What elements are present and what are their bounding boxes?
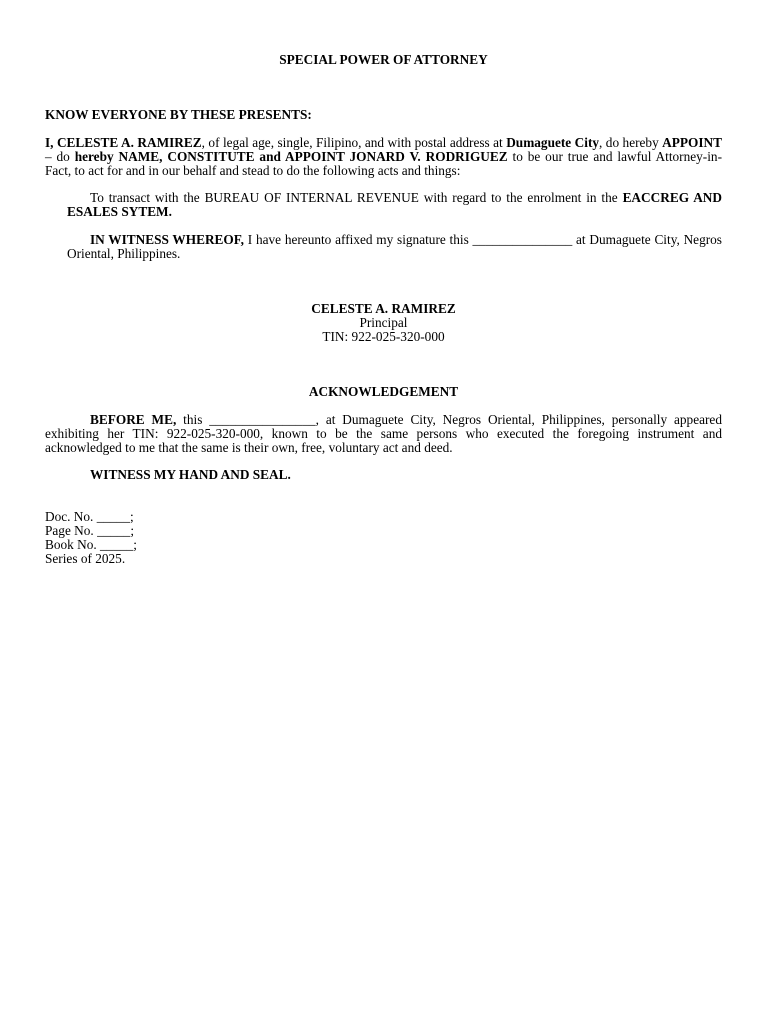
acknowledgement-heading: ACKNOWLEDGEMENT bbox=[308, 384, 459, 399]
signatory-name: CELESTE A. RAMIREZ bbox=[311, 301, 456, 316]
purpose-paragraph: To transact with the BUREAU OF INTERNAL REVENUE with regard to the enrolment in the EACCREG AND ESALES SYTEM. bbox=[67, 190, 723, 219]
doc-number: Doc. No. _____; bbox=[45, 509, 134, 524]
appointment-paragraph: I, CELESTE A. RAMIREZ, of legal age, single, Filipino, and with postal address at Dumaguete City, do hereby APPOINT – do hereby NAME, CONSTITUTE and APPOINT JONARD V. RODRIGUEZ to be our true and lawful Attorney-in-Fact, to act for and in our behalf and stead to do the following acts and things: bbox=[45, 135, 723, 178]
signature-block bbox=[45, 302, 722, 344]
acknowledgement-paragraph: BEFORE ME, this ________________, at Dumaguete City, Negros Oriental, Philippines, personally appeared exhibiting her TIN: 922-025-320-000, known to be the same persons who executed the foregoing instrument and acknowledged to me that the same is their own, free, voluntary act and deed. bbox=[45, 412, 722, 455]
series-year: Series of 2025. bbox=[45, 551, 126, 566]
page-number: Page No. _____; bbox=[45, 523, 135, 538]
intro-heading: KNOW EVERYONE BY THESE PRESENTS: bbox=[45, 107, 312, 122]
witness-paragraph: IN WITNESS WHEREOF, I have hereunto affixed my signature this _______________ at Dumaguete City, Negros Oriental, Philippines. bbox=[67, 232, 722, 261]
notarial-register bbox=[45, 510, 722, 566]
book-number: Book No. _____; bbox=[45, 537, 137, 552]
signatory-role: Principal bbox=[359, 315, 408, 330]
signatory-tin: TIN: 922-025-320-000 bbox=[322, 329, 445, 344]
document-title: SPECIAL POWER OF ATTORNEY bbox=[279, 52, 488, 67]
witness-seal: WITNESS MY HAND AND SEAL. bbox=[90, 467, 291, 482]
